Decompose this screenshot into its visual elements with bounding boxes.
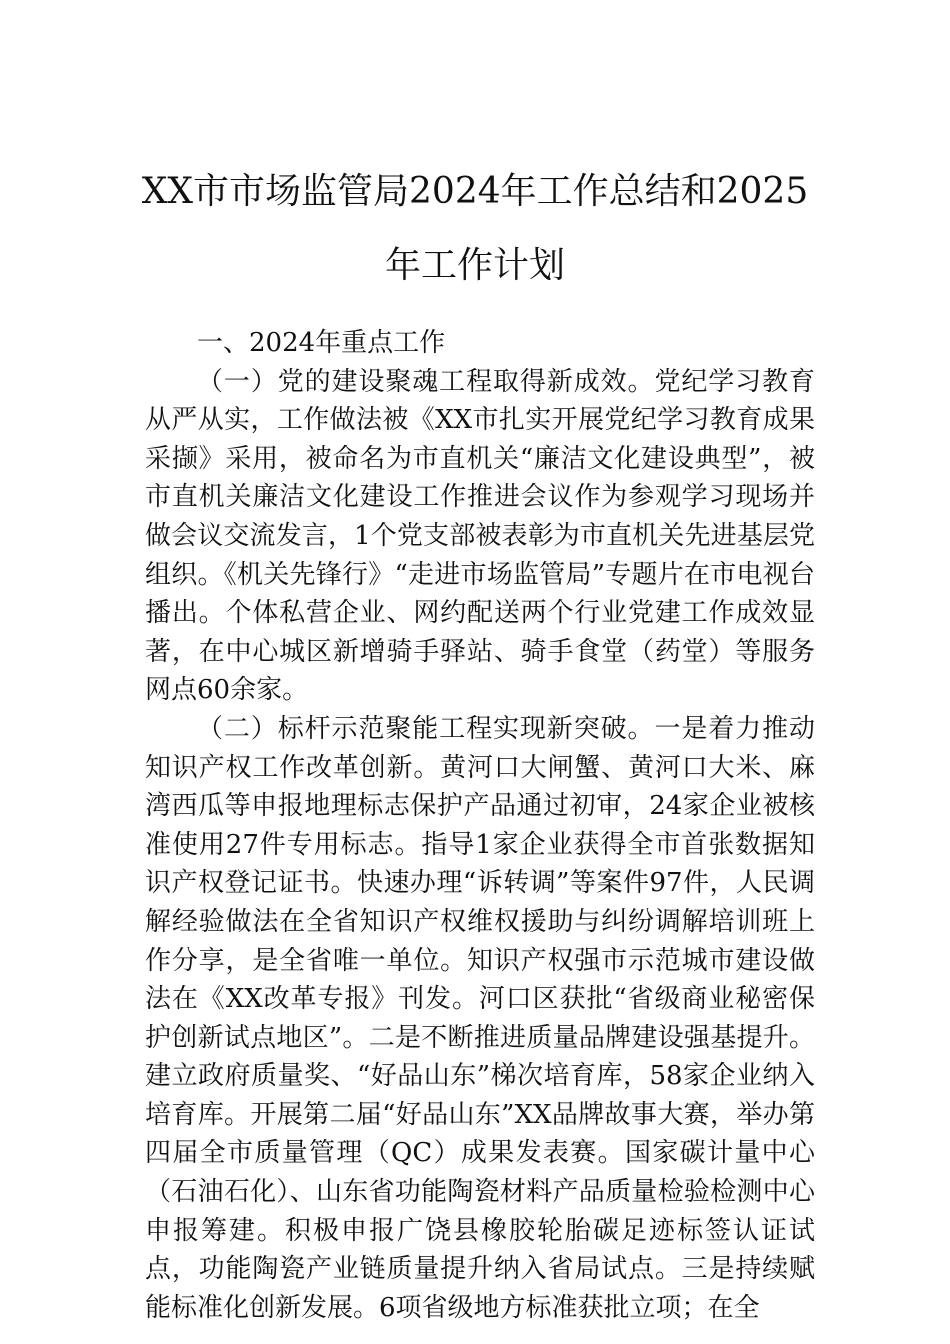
section-heading: 一、2024年重点工作: [197, 328, 446, 358]
paragraph-1: （一）党的建设聚魂工程取得新成效。党纪学习教育从严从实，工作做法被《XX市扎实开展党纪学习教育成果采撷》采用，被命名为市直机关“廉洁文化建设典型”，被市直机关廉洁文化建设工作推进会议作为参观学习现场并做会议交流发言，1个党支部被表彰为市直机关先进基层党组织。《机关先锋行》“走进市场监管局”专题片在市电视台播出。个体私营企业、网约配送两个行业党建工作成效显著，在中心城区新增骑手驿站、骑手食堂（药堂）等服务网点60余家。: [145, 366, 815, 706]
document-title: XX市市场监管局2024年工作总结和2025年工作计划: [141, 171, 809, 286]
document-body: [145, 324, 815, 1327]
paragraph-2: （二）标杆示范聚能工程实现新突破。一是着力推动知识产权工作改革创新。黄河口大闸蟹、黄河口大米、麻湾西瓜等申报地理标志保护产品通过初审，24家企业被核准使用27件专用标志。指导1家企业获得全市首张数据知识产权登记证书。快速办理“诉转调”等案件97件，人民调解经验做法在全省知识产权维权援助与纠纷调解培训班上作分享，是全省唯一单位。知识产权强市示范城市建设做法在《XX改革专报》刊发。河口区获批“省级商业秘密保护创新试点地区”。二是不断推进质量品牌建设强基提升。建立政府质量奖、“好品山东”梯次培育库，58家企业纳入培育库。开展第二届“好品山东”XX品牌故事大赛，举办第四届全市质量管理（QC）成果发表赛。国家碳计量中心（石油石化）、山东省功能陶瓷材料产品质量检验检测中心申报筹建。积极申报广饶县橡胶轮胎碳足迹标签认证试点，功能陶瓷产业链质量提升纳入省局试点。三是持续赋能标准化创新发展。6项省级地方标准获批立项；在全: [145, 713, 815, 1323]
